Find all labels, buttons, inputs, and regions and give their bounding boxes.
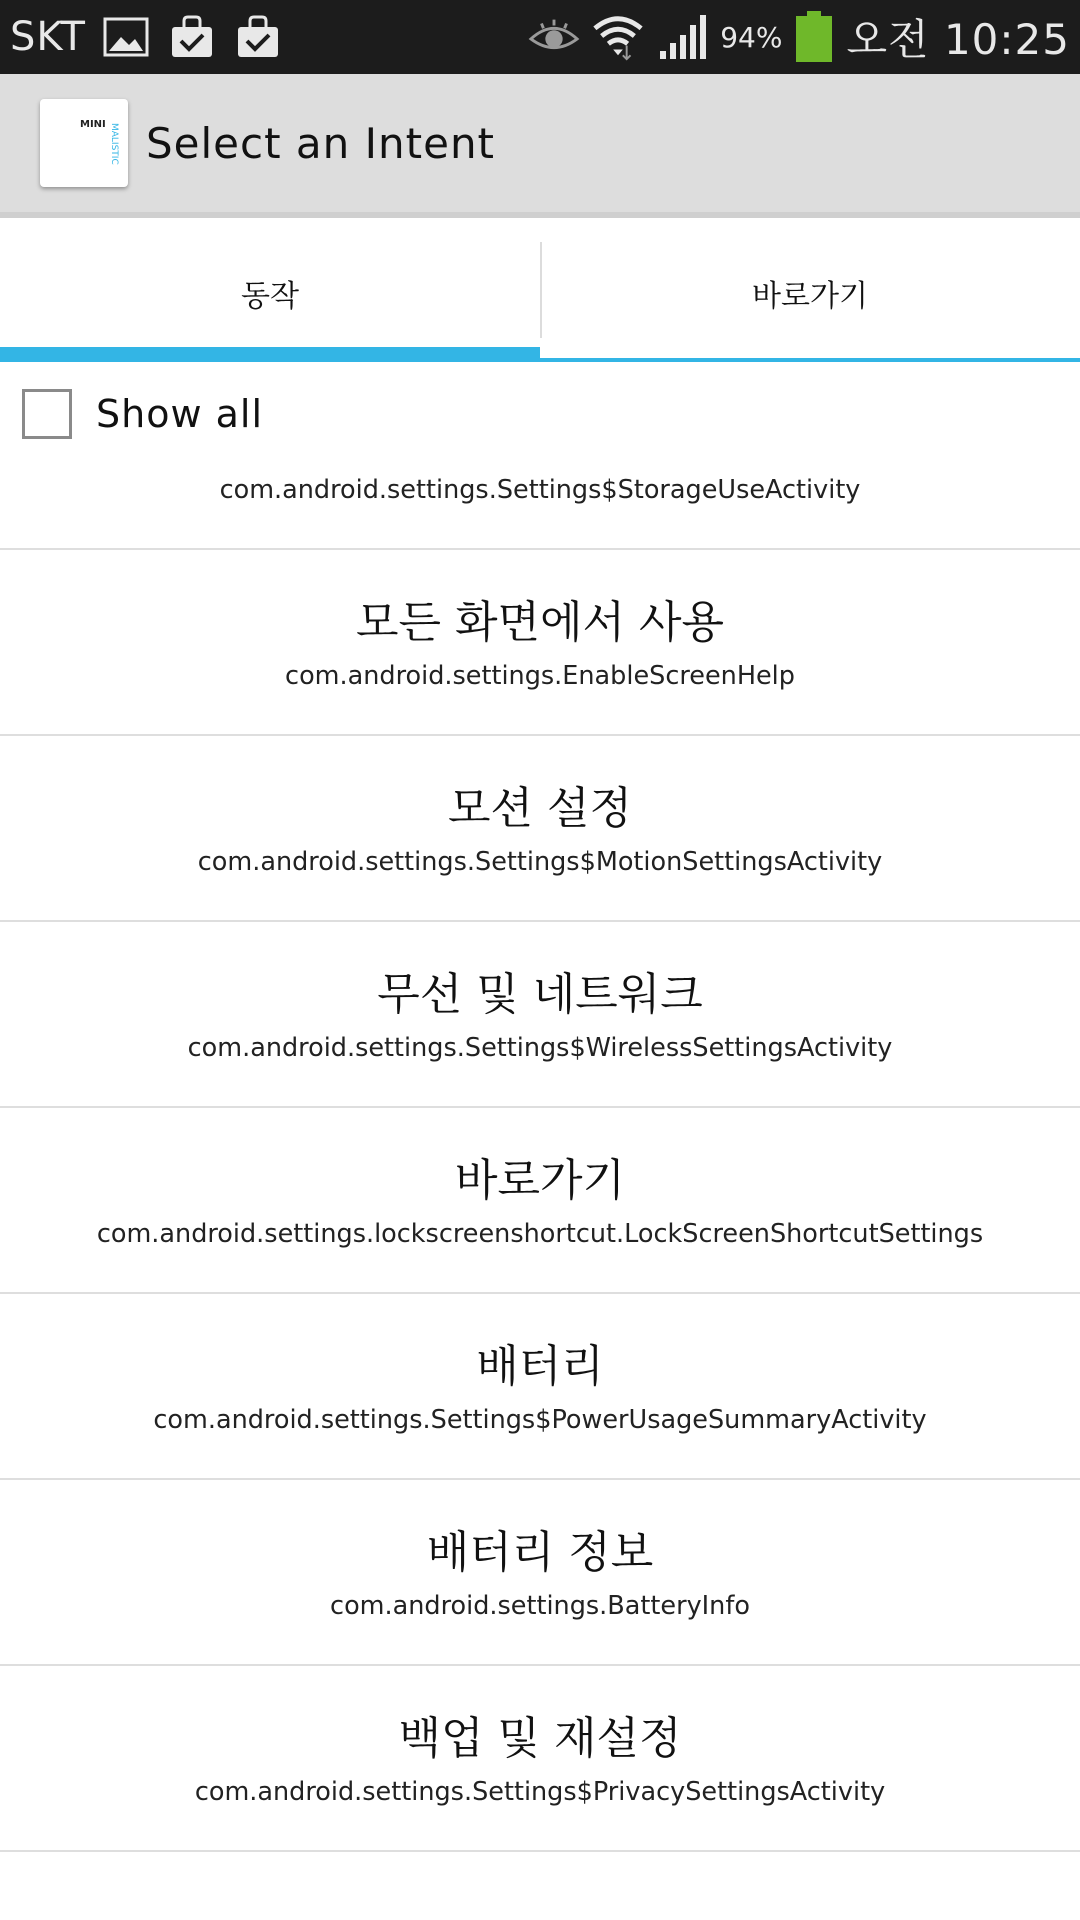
item-title: 백업 및 재설정 bbox=[398, 1712, 682, 1764]
show-all-row[interactable] bbox=[0, 362, 1080, 466]
item-subtitle: com.android.settings.Settings$StorageUseActivity bbox=[219, 475, 861, 506]
item-subtitle: com.android.settings.EnableScreenHelp bbox=[285, 661, 795, 692]
show-all-checkbox[interactable] bbox=[22, 389, 72, 439]
tab-shortcuts[interactable]: 바로가기 bbox=[540, 224, 1080, 362]
bag-check-icon bbox=[232, 13, 284, 61]
list-item[interactable] bbox=[0, 922, 1080, 1108]
list-item[interactable] bbox=[0, 550, 1080, 736]
bag-check-icon bbox=[166, 13, 218, 61]
svg-text:MINI: MINI bbox=[80, 119, 106, 130]
item-title: 모션 설정 bbox=[447, 782, 632, 834]
eye-icon bbox=[528, 13, 580, 61]
item-subtitle: com.android.settings.BatteryInfo bbox=[330, 1591, 750, 1622]
intent-list[interactable] bbox=[0, 392, 1080, 1920]
wifi-icon bbox=[592, 13, 644, 61]
show-all-label: Show all bbox=[96, 392, 264, 436]
page-title: Select an Intent bbox=[146, 118, 496, 168]
battery-percent: 94% bbox=[720, 20, 783, 54]
list-item[interactable] bbox=[0, 1294, 1080, 1480]
item-subtitle: com.android.settings.Settings$WirelessSettingsActivity bbox=[187, 1033, 893, 1064]
item-title: 무선 및 네트워크 bbox=[377, 968, 703, 1020]
signal-icon bbox=[656, 13, 708, 61]
clock: 오전 10:25 bbox=[846, 15, 1070, 64]
battery-icon bbox=[794, 13, 834, 61]
status-bar bbox=[0, 0, 1080, 74]
item-subtitle: com.android.settings.Settings$PowerUsageSummaryActivity bbox=[153, 1405, 927, 1436]
list-item[interactable] bbox=[0, 1480, 1080, 1666]
item-title: 모든 화면에서 사용 bbox=[355, 596, 724, 648]
item-subtitle: com.android.settings.lockscreenshortcut.LockScreenShortcutSettings bbox=[96, 1219, 984, 1250]
item-title: 바로가기 bbox=[454, 1154, 625, 1206]
carrier-label: SKT bbox=[10, 14, 86, 60]
item-title: 배터리 bbox=[476, 1340, 604, 1392]
item-title: 배터리 정보 bbox=[426, 1526, 654, 1578]
list-item[interactable] bbox=[0, 1666, 1080, 1852]
list-item[interactable] bbox=[0, 736, 1080, 922]
app-logo-icon[interactable] bbox=[40, 99, 128, 187]
action-bar bbox=[0, 74, 1080, 218]
tab-actions[interactable]: 동작 bbox=[0, 224, 540, 362]
list-item[interactable] bbox=[0, 1108, 1080, 1294]
item-subtitle: com.android.settings.Settings$PrivacySettingsActivity bbox=[194, 1777, 886, 1808]
tab-bar bbox=[0, 224, 1080, 362]
item-subtitle: com.android.settings.Settings$MotionSettingsActivity bbox=[197, 847, 883, 878]
svg-text:MALISTIC: MALISTIC bbox=[109, 123, 119, 165]
image-icon bbox=[100, 13, 152, 61]
